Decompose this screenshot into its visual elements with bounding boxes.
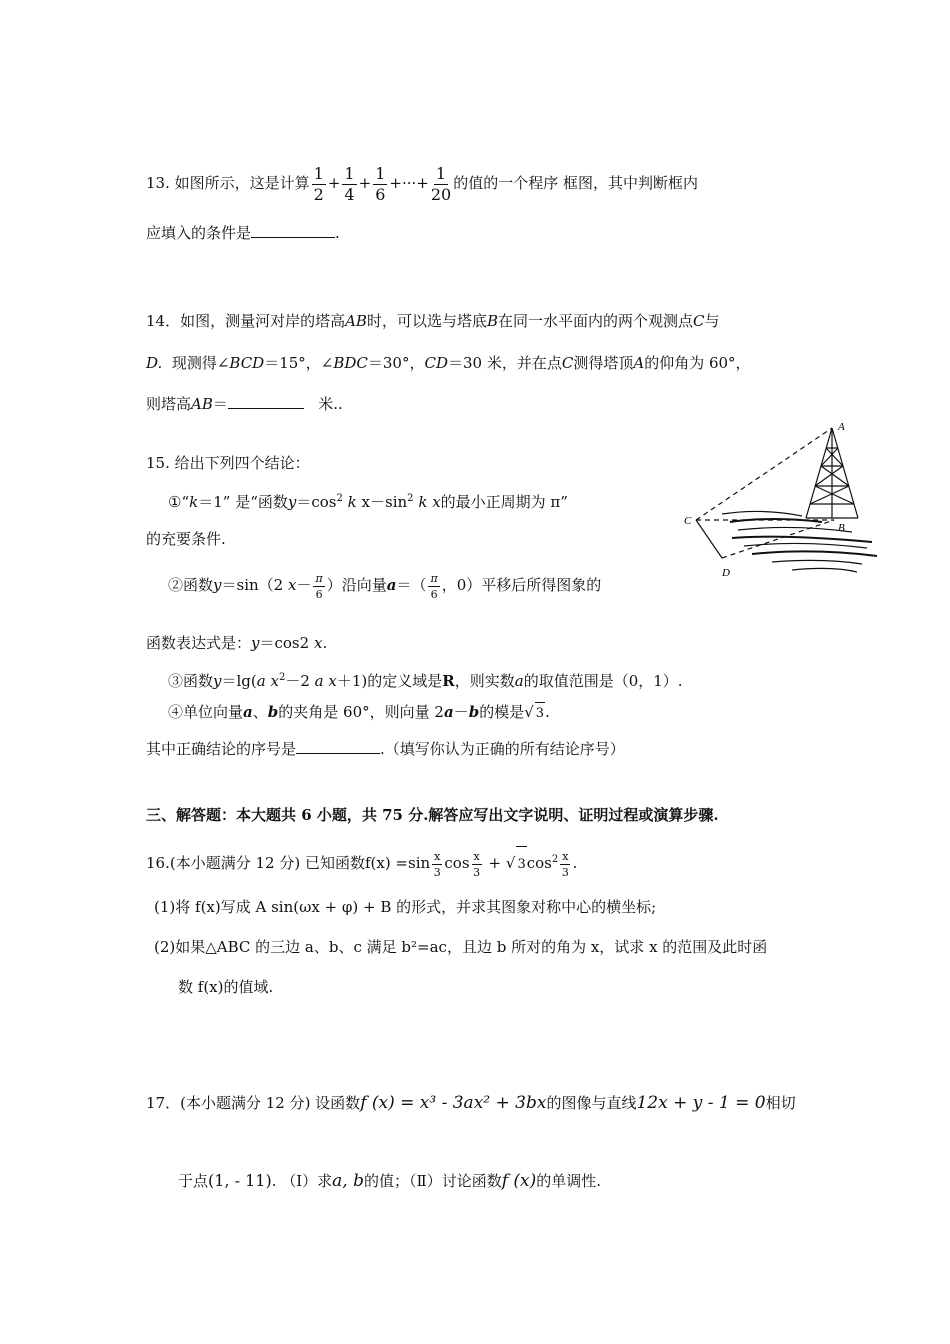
q15-c4: ④单位向量a、b的夹角是 60°，则向量 2a－b的模是√ 3.	[168, 701, 550, 725]
q16-part2b: 数 f(x)的值域.	[178, 978, 274, 996]
answer-blank	[228, 392, 304, 409]
q13-line2: 应填入的条件是 .	[146, 221, 340, 244]
label-b: B	[838, 522, 845, 534]
q17-line1: 17．(本小题满分 12 分) 设函数f (x) = x³ - 3ax² + 3bx的图像与直线12x + y - 1 = 0相切	[146, 1093, 796, 1113]
fraction: $\frac{x}{3}$	[473, 849, 481, 879]
q15-c1: ①“k＝1” 是“函数$y=\cos^2$ k $x-\sin^2$ k x的最小正周期为 π”	[168, 493, 568, 511]
label-a: A	[838, 421, 845, 433]
q15-c2: ②函数y＝sin（2 x－ $\frac{\pi}{6}$ ）沿向量a＝（ $\frac{\pi}{6}$ ，0）平移后所得图象的	[168, 571, 602, 601]
fraction: $\frac{\pi}{6}$	[315, 571, 323, 601]
fraction: $\frac{x}{3}$	[433, 849, 441, 879]
q17-line2: 于点(1, - 11). （Ⅰ）求a, b的值；（Ⅱ）讨论函数f (x)的单调性.	[178, 1171, 602, 1191]
fraction: $\frac{1}{20}$	[430, 163, 452, 204]
tower-figure	[682, 418, 882, 580]
q14-line2: D. 现测得∠BCD＝15°，∠BDC＝30°，CD＝30 米，并在点C测得塔顶A的仰角为 60°，	[146, 354, 751, 372]
fraction: $\frac{1}{2}$	[313, 163, 324, 204]
label-c: C	[684, 515, 692, 527]
fraction: $\frac{1}{6}$	[375, 163, 386, 204]
fraction: $\frac{\pi}{6}$	[430, 571, 438, 601]
q16-part2: (2)如果△ABC 的三边 a、b、c 满足 b²=ac，且边 b 所对的角为 x，试求 x 的范围及此时函	[154, 938, 768, 956]
q16-head: 16.(本小题满分 12 分) 已知函数f(x) =sin $\frac{x}{3}$ cos $\frac{x}{3}$ + √ $3\cos^2$ $\frac{x}{3}$ .	[146, 842, 577, 883]
q14-line3: 则塔高AB＝ 米..	[146, 392, 343, 415]
answer-blank	[296, 737, 380, 754]
q13-line1: 13. 如图所示，这是计算 $\frac{1}{2}$ + $\frac{1}{4}$ + $\frac{1}{6}$ +···+ $\frac{1}{20}$ 的值的一个程序 框图，其中判断框内	[146, 163, 698, 204]
label-d: D	[722, 567, 730, 579]
q14-line1: 14．如图，测量河对岸的塔高AB时，可以选与塔底B在同一水平面内的两个观测点C与	[146, 312, 720, 330]
q15-c1-tail: 的充要条件.	[146, 530, 226, 548]
q15-head: 15. 给出下列四个结论：	[146, 454, 310, 472]
q15-c2-tail: 函数表达式是：y＝cos2 x.	[146, 634, 328, 652]
answer-blank	[251, 221, 335, 238]
q15-c3: ③函数y＝lg(a $x^2-2$ a x＋1)的定义域是R，则实数a的取值范围是（0，1）.	[168, 672, 683, 690]
q16-part1: (1)将 f(x)写成 A sin(ωx + φ) + B 的形式，并求其图象对称中心的横坐标;	[154, 898, 657, 916]
fraction: $\frac{1}{4}$	[344, 163, 355, 204]
fraction: $\frac{x}{3}$	[561, 849, 569, 879]
q15-answer: 其中正确结论的序号是 .（填写你认为正确的所有结论序号）	[146, 737, 625, 760]
section-heading: 三、解答题：本大题共 6 小题，共 75 分.解答应写出文字说明、证明过程或演算步骤.	[146, 806, 719, 824]
